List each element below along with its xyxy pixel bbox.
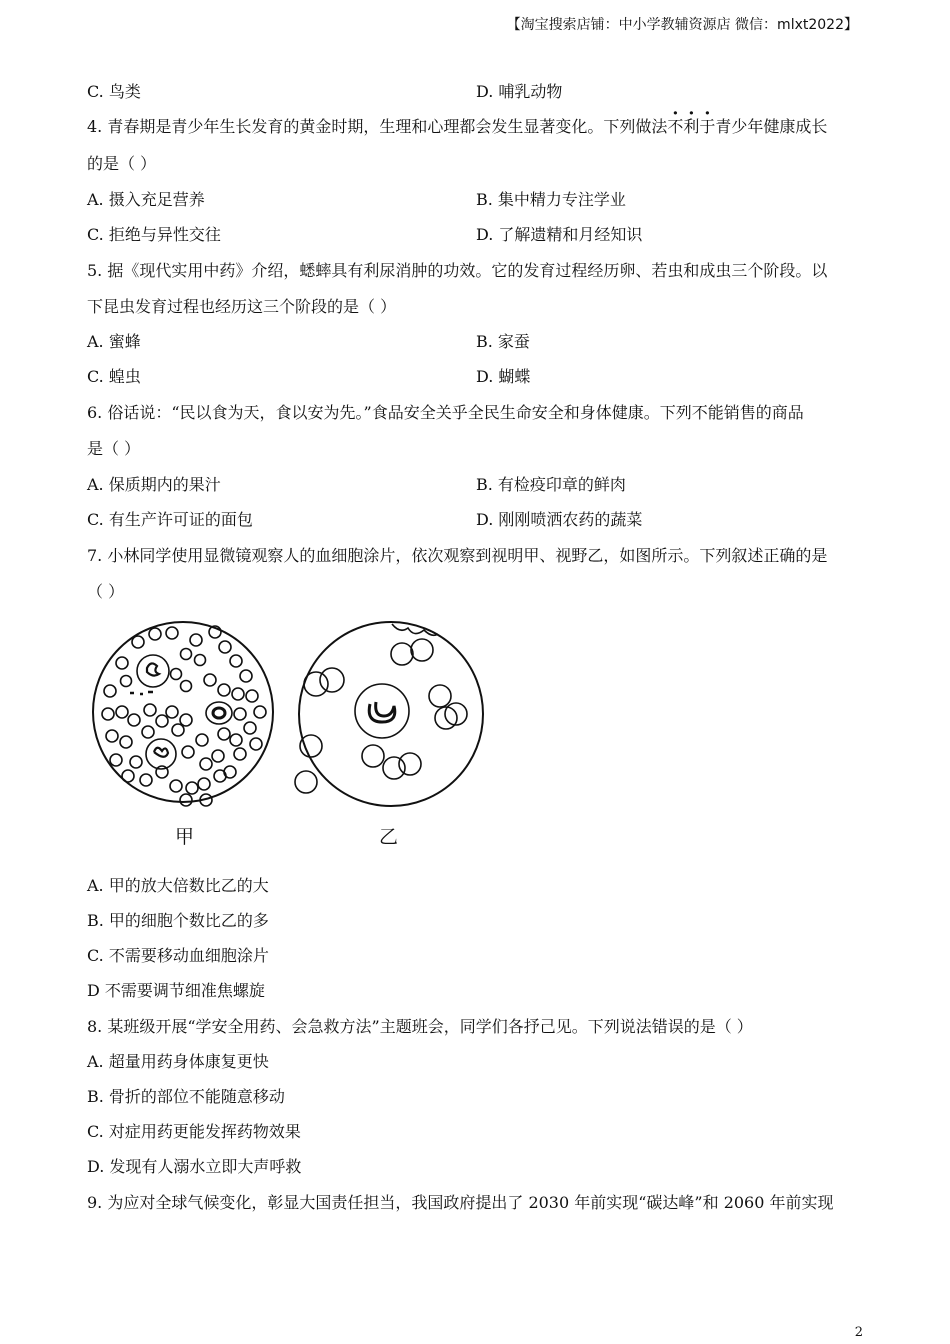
q8-stem-line1: 8. 某班级开展“学安全用药、会急救方法”主题班会，同学们各抒己见。下列说法错误的是（ ）: [87, 1017, 753, 1036]
q8-option-c: C. 对症用药更能发挥药物效果: [87, 1122, 301, 1141]
q6-stem-line1: 6. 俗话说：“民以食为天，食以安为先。”食品安全关乎全民生命安全和身体健康。下列不能销售的商品: [87, 403, 804, 422]
q4-option-c: C. 拒绝与异性交往: [87, 225, 221, 244]
q8-option-d: D. 发现有人溺水立即大声呼救: [87, 1157, 302, 1176]
q7-option-a: A. 甲的放大倍数比乙的大: [87, 876, 269, 895]
q5-stem-line1: 5. 据《现代实用中药》介绍，蟋蟀具有利尿消肿的功效。它的发育过程经历卵、若虫和成虫三个阶段。以: [87, 261, 828, 280]
q3-option-c: C. 鸟类: [87, 82, 141, 101]
q5-option-c: C. 蝗虫: [87, 367, 141, 386]
q6-option-a: A. 保质期内的果汁: [87, 475, 221, 494]
microscope-figure: [90, 616, 490, 860]
q7-stem-line1: 7. 小林同学使用显微镜观察人的血细胞涂片，依次观察到视明甲、视野乙，如图所示。下列叙述正确的是: [87, 546, 828, 565]
q6-stem-line2: 是（ ）: [87, 439, 141, 458]
q4-emphasis-char: 于: [699, 117, 716, 136]
q4-stem-line1: [87, 117, 827, 137]
q7-stem-line2: （ ）: [87, 582, 125, 601]
q4-emphasis-char: 不: [667, 117, 684, 136]
page-number: 2: [854, 1325, 863, 1340]
q4-stem-pre: 4. 青春期是青少年生长发育的黄金时期，生理和心理都会发生显著变化。下列做法: [87, 117, 668, 136]
q4-option-d: D. 了解遗精和月经知识: [476, 225, 643, 244]
field-jia: [93, 622, 273, 806]
q6-option-b: B. 有检疫印章的鲜肉: [476, 475, 626, 494]
q5-option-d: D. 蝴蝶: [476, 367, 531, 386]
q7-option-b: B. 甲的细胞个数比乙的多: [87, 911, 269, 930]
field-yi: [295, 622, 483, 806]
q9-stem-line1: 9. 为应对全球气候变化，彰显大国责任担当，我国政府提出了 2030 年前实现“碳达峰”和 2060 年前实现: [87, 1193, 834, 1212]
q5-stem-line2: 下昆虫发育过程也经历这三个阶段的是（ ）: [87, 297, 397, 316]
q4-stem-line2: 的是（ ）: [87, 154, 157, 173]
q4-emphasis-char: 利: [683, 117, 700, 136]
q5-option-a: A. 蜜蜂: [87, 332, 141, 351]
q7-option-c: C. 不需要移动血细胞涂片: [87, 946, 269, 965]
q4-option-a: A. 摄入充足营养: [87, 190, 205, 209]
microscope-fields-illustration: [90, 616, 490, 856]
q5-option-b: B. 家蚕: [476, 332, 530, 351]
q7-option-d: D 不需要调节细准焦螺旋: [87, 981, 265, 1000]
q8-option-a: A. 超量用药身体康复更快: [87, 1052, 269, 1071]
q6-option-d: D. 刚刚喷洒农药的蔬菜: [476, 510, 643, 529]
figure-label-yi: 乙: [379, 826, 399, 848]
figure-label-jia: 甲: [175, 826, 195, 848]
page-header: 【淘宝搜索店铺：中小学教辅资源店 微信：mlxt2022】: [506, 17, 858, 33]
q4-option-b: B. 集中精力专注学业: [476, 190, 626, 209]
q3-option-d: D. 哺乳动物: [476, 82, 563, 101]
q6-option-c: C. 有生产许可证的面包: [87, 510, 253, 529]
q4-stem-post: 青少年健康成长: [715, 117, 828, 136]
q8-option-b: B. 骨折的部位不能随意移动: [87, 1087, 285, 1106]
